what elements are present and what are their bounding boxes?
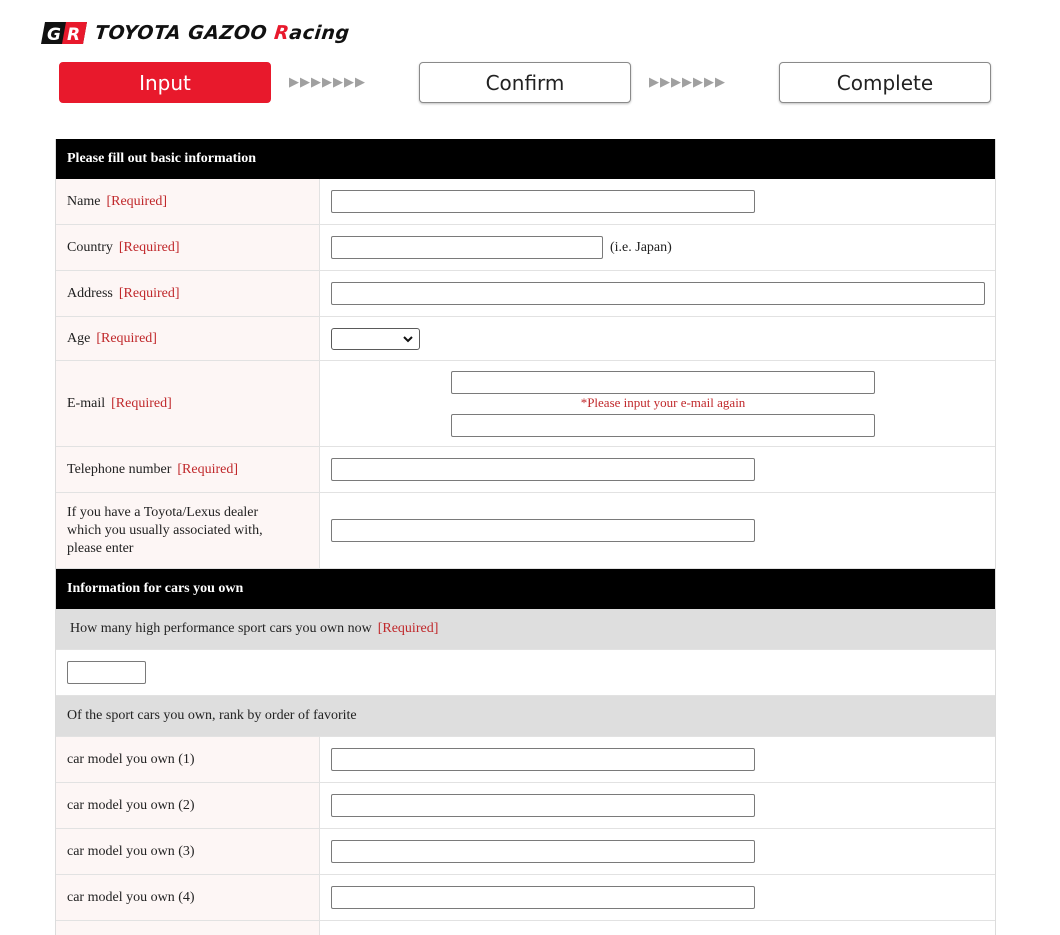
name-label: Name [Required]	[56, 179, 320, 224]
dealer-input[interactable]	[331, 519, 755, 542]
step-confirm: Confirm	[419, 62, 631, 103]
row-car-model-3	[56, 829, 995, 875]
car-model-input-3[interactable]	[331, 840, 755, 863]
required-tag: [Required]	[118, 285, 180, 301]
car-count-input[interactable]	[67, 661, 146, 684]
row-car-model-4	[56, 875, 995, 921]
email-confirm-input[interactable]	[451, 414, 875, 437]
email-label: E-mail [Required]	[56, 361, 320, 446]
row-address	[56, 271, 995, 317]
step-input: Input	[59, 62, 271, 103]
car-rank-question: Of the sport cars you own, rank by order of favorite	[56, 696, 995, 737]
registration-form	[55, 139, 996, 935]
required-tag: [Required]	[118, 239, 180, 255]
phone-label: Telephone number [Required]	[56, 447, 320, 492]
brand-name: TOYOTA GAZOO Racing	[93, 22, 351, 44]
phone-input[interactable]	[331, 458, 755, 481]
gr-logo[interactable]	[41, 18, 350, 48]
address-label: Address [Required]	[56, 271, 320, 316]
row-age	[56, 317, 995, 361]
age-select[interactable]	[331, 328, 420, 350]
email-input[interactable]	[451, 371, 875, 394]
row-car-model-5	[56, 921, 995, 935]
step-complete: Complete	[779, 62, 991, 103]
required-tag: [Required]	[106, 193, 168, 209]
car-count-question: How many high performance sport cars you own now [Required]	[56, 609, 995, 650]
country-input[interactable]	[331, 236, 603, 259]
svg-text:G: G	[47, 25, 61, 45]
step-arrows-2: ▶▶▶▶▶▶▶	[649, 75, 726, 90]
name-input[interactable]	[331, 190, 755, 213]
required-tag: [Required]	[111, 395, 172, 411]
row-country	[56, 225, 995, 271]
progress-steps	[59, 62, 991, 103]
car-model-label: car model you own (4)	[56, 875, 320, 920]
row-car-model-1	[56, 737, 995, 783]
car-model-label: car model you own (2)	[56, 783, 320, 828]
row-email	[56, 361, 995, 447]
required-tag: [Required]	[377, 621, 439, 636]
email-again-note: *Please input your e-mail again	[580, 394, 746, 410]
row-dealer	[56, 493, 995, 569]
row-car-count	[56, 650, 995, 696]
chevron-down-icon	[402, 332, 414, 346]
dealer-label: If you have a Toyota/Lexus dealer which you usually associated with, please enter	[56, 493, 320, 568]
required-tag: [Required]	[96, 330, 157, 346]
svg-text:R: R	[67, 25, 81, 45]
section-heading-cars: Information for cars you own	[56, 569, 995, 609]
row-name	[56, 179, 995, 225]
country-hint: (i.e. Japan)	[610, 239, 672, 255]
car-model-input-1[interactable]	[331, 748, 755, 771]
country-label: Country [Required]	[56, 225, 320, 270]
car-model-label: car model you own (1)	[56, 737, 320, 782]
car-model-label	[56, 921, 320, 935]
required-tag: [Required]	[177, 461, 239, 477]
car-model-input-4[interactable]	[331, 886, 755, 909]
address-input[interactable]	[331, 282, 985, 305]
section-heading-basic: Please fill out basic information	[56, 139, 995, 179]
car-model-label: car model you own (3)	[56, 829, 320, 874]
row-car-model-2	[56, 783, 995, 829]
step-arrows-1: ▶▶▶▶▶▶▶	[289, 75, 366, 90]
row-phone	[56, 447, 995, 493]
gr-logo-icon	[41, 20, 89, 46]
car-model-input-2[interactable]	[331, 794, 755, 817]
age-label: Age [Required]	[56, 317, 320, 360]
